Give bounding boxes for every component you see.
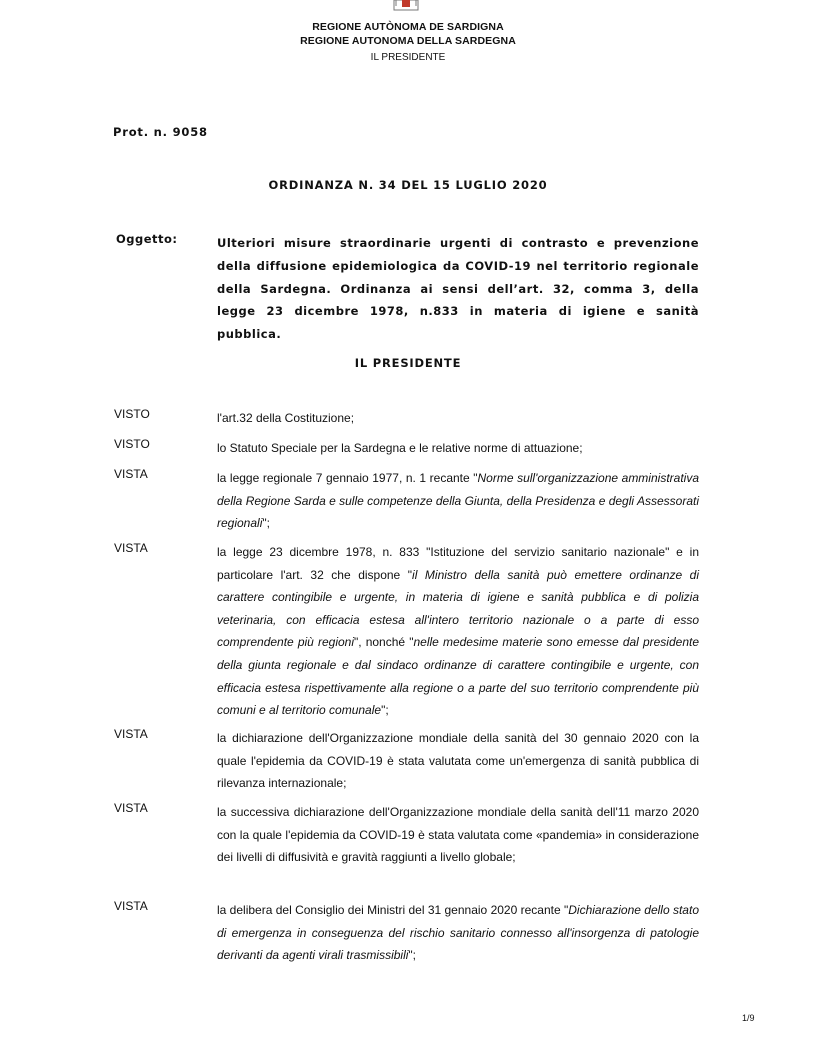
entry-text-part: la legge 23 dicembre 1978, n. 833 "Istituzione del servizio sanitario nazionale" e in particolare l'art. 32 che dispone "	[217, 545, 699, 582]
protocol-number: Prot. n. 9058	[113, 125, 208, 139]
entry-label: VISTA	[114, 467, 148, 481]
coat-of-arms-icon	[393, 0, 419, 11]
entry-label: VISTA	[114, 801, 148, 815]
entry-label: VISTA	[114, 541, 148, 555]
entry-text-part: la delibera del Consiglio dei Ministri del 31 gennaio 2020 recante "	[217, 903, 569, 917]
entry-text: l'art.32 della Costituzione;	[217, 411, 355, 425]
entry-text-part: ", nonché "	[354, 635, 414, 650]
entry-label: VISTO	[114, 437, 150, 451]
page-number: 1/9	[742, 1013, 755, 1023]
entry-text: lo Statuto Speciale per la Sardegna e le relative norme di attuazione;	[217, 441, 583, 455]
entry-text-part: ";	[262, 516, 270, 531]
subject-text: Ulteriori misure straordinarie urgenti di contrasto e prevenzione della diffusione epidemiologica da COVID-19 nel territorio regionale della Sardegna. Ordinanza ai sensi dell’art. 32, comma 3, della legge 23 dicembre 1978, n.833 in materia di igiene e sanità pubblica.	[217, 236, 699, 342]
entry-quote: Dichiarazione dello stato di emergenza in conseguenza del rischio sanitario connesso all'insorgenza di patologie derivanti da agenti virali trasmissibili	[217, 903, 699, 963]
entry-label: VISTA	[114, 899, 148, 913]
subject-label: Oggetto:	[116, 232, 178, 246]
entry-text: la dichiarazione dell'Organizzazione mondiale della sanità del 30 gennaio 2020 con la quale l'epidemia da COVID-19 è stata valutata come un'emergenza di sanità pubblica di rilevanza internazionale;	[217, 731, 699, 791]
entry-text-part: ";	[408, 948, 417, 963]
header-region-italian: REGIONE AUTONOMA DELLA SARDEGNA	[300, 35, 516, 47]
header-office: IL PRESIDENTE	[370, 52, 446, 63]
entry-quote: nelle medesime materie sono emesse dal presidente della giunta regionale e dal sindaco ordinanze di carattere contingibile e urgente, con efficacia estesa rispettivamente alla regione o a parte del suo territorio comprendente più comuni e al territorio comunale	[217, 635, 700, 718]
entry-text	[217, 541, 699, 722]
ordinance-title: ORDINANZA N. 34 DEL 15 LUGLIO 2020	[268, 178, 548, 192]
entry-text-part: la legge regionale 7 gennaio 1977, n. 1 recante "	[217, 471, 478, 485]
entry-text	[217, 899, 699, 967]
header-region-sardinian: REGIONE AUTÒNOMA DE SARDIGNA	[312, 21, 504, 33]
entry-quote: il Ministro della sanità può emettere ordinanze di carattere contingibile e urgente, in materia di igiene e sanità pubblica e di polizia veterinaria, con efficacia estesa all'intero territorio nazionale o a parte di esso comprendente più regioni	[217, 567, 699, 650]
entry-quote: Norme sull'organizzazione amministrativa della Regione Sarda e sulle competenze della Giunta, della Presidenza e degli Assessorati regionali	[217, 471, 699, 531]
entry-text: la successiva dichiarazione dell'Organizzazione mondiale della sanità dell'11 marzo 2020 con la quale l'epidemia da COVID-19 è stata valutata come «pandemia» in considerazione dei livelli di diffusività e gravità raggiunti a livello globale;	[217, 805, 699, 865]
entry-text-part: ";	[381, 703, 389, 718]
entry-label: VISTA	[114, 727, 148, 741]
president-heading: IL PRESIDENTE	[354, 356, 462, 370]
entry-text	[217, 467, 699, 535]
entry-label: VISTO	[114, 407, 150, 421]
